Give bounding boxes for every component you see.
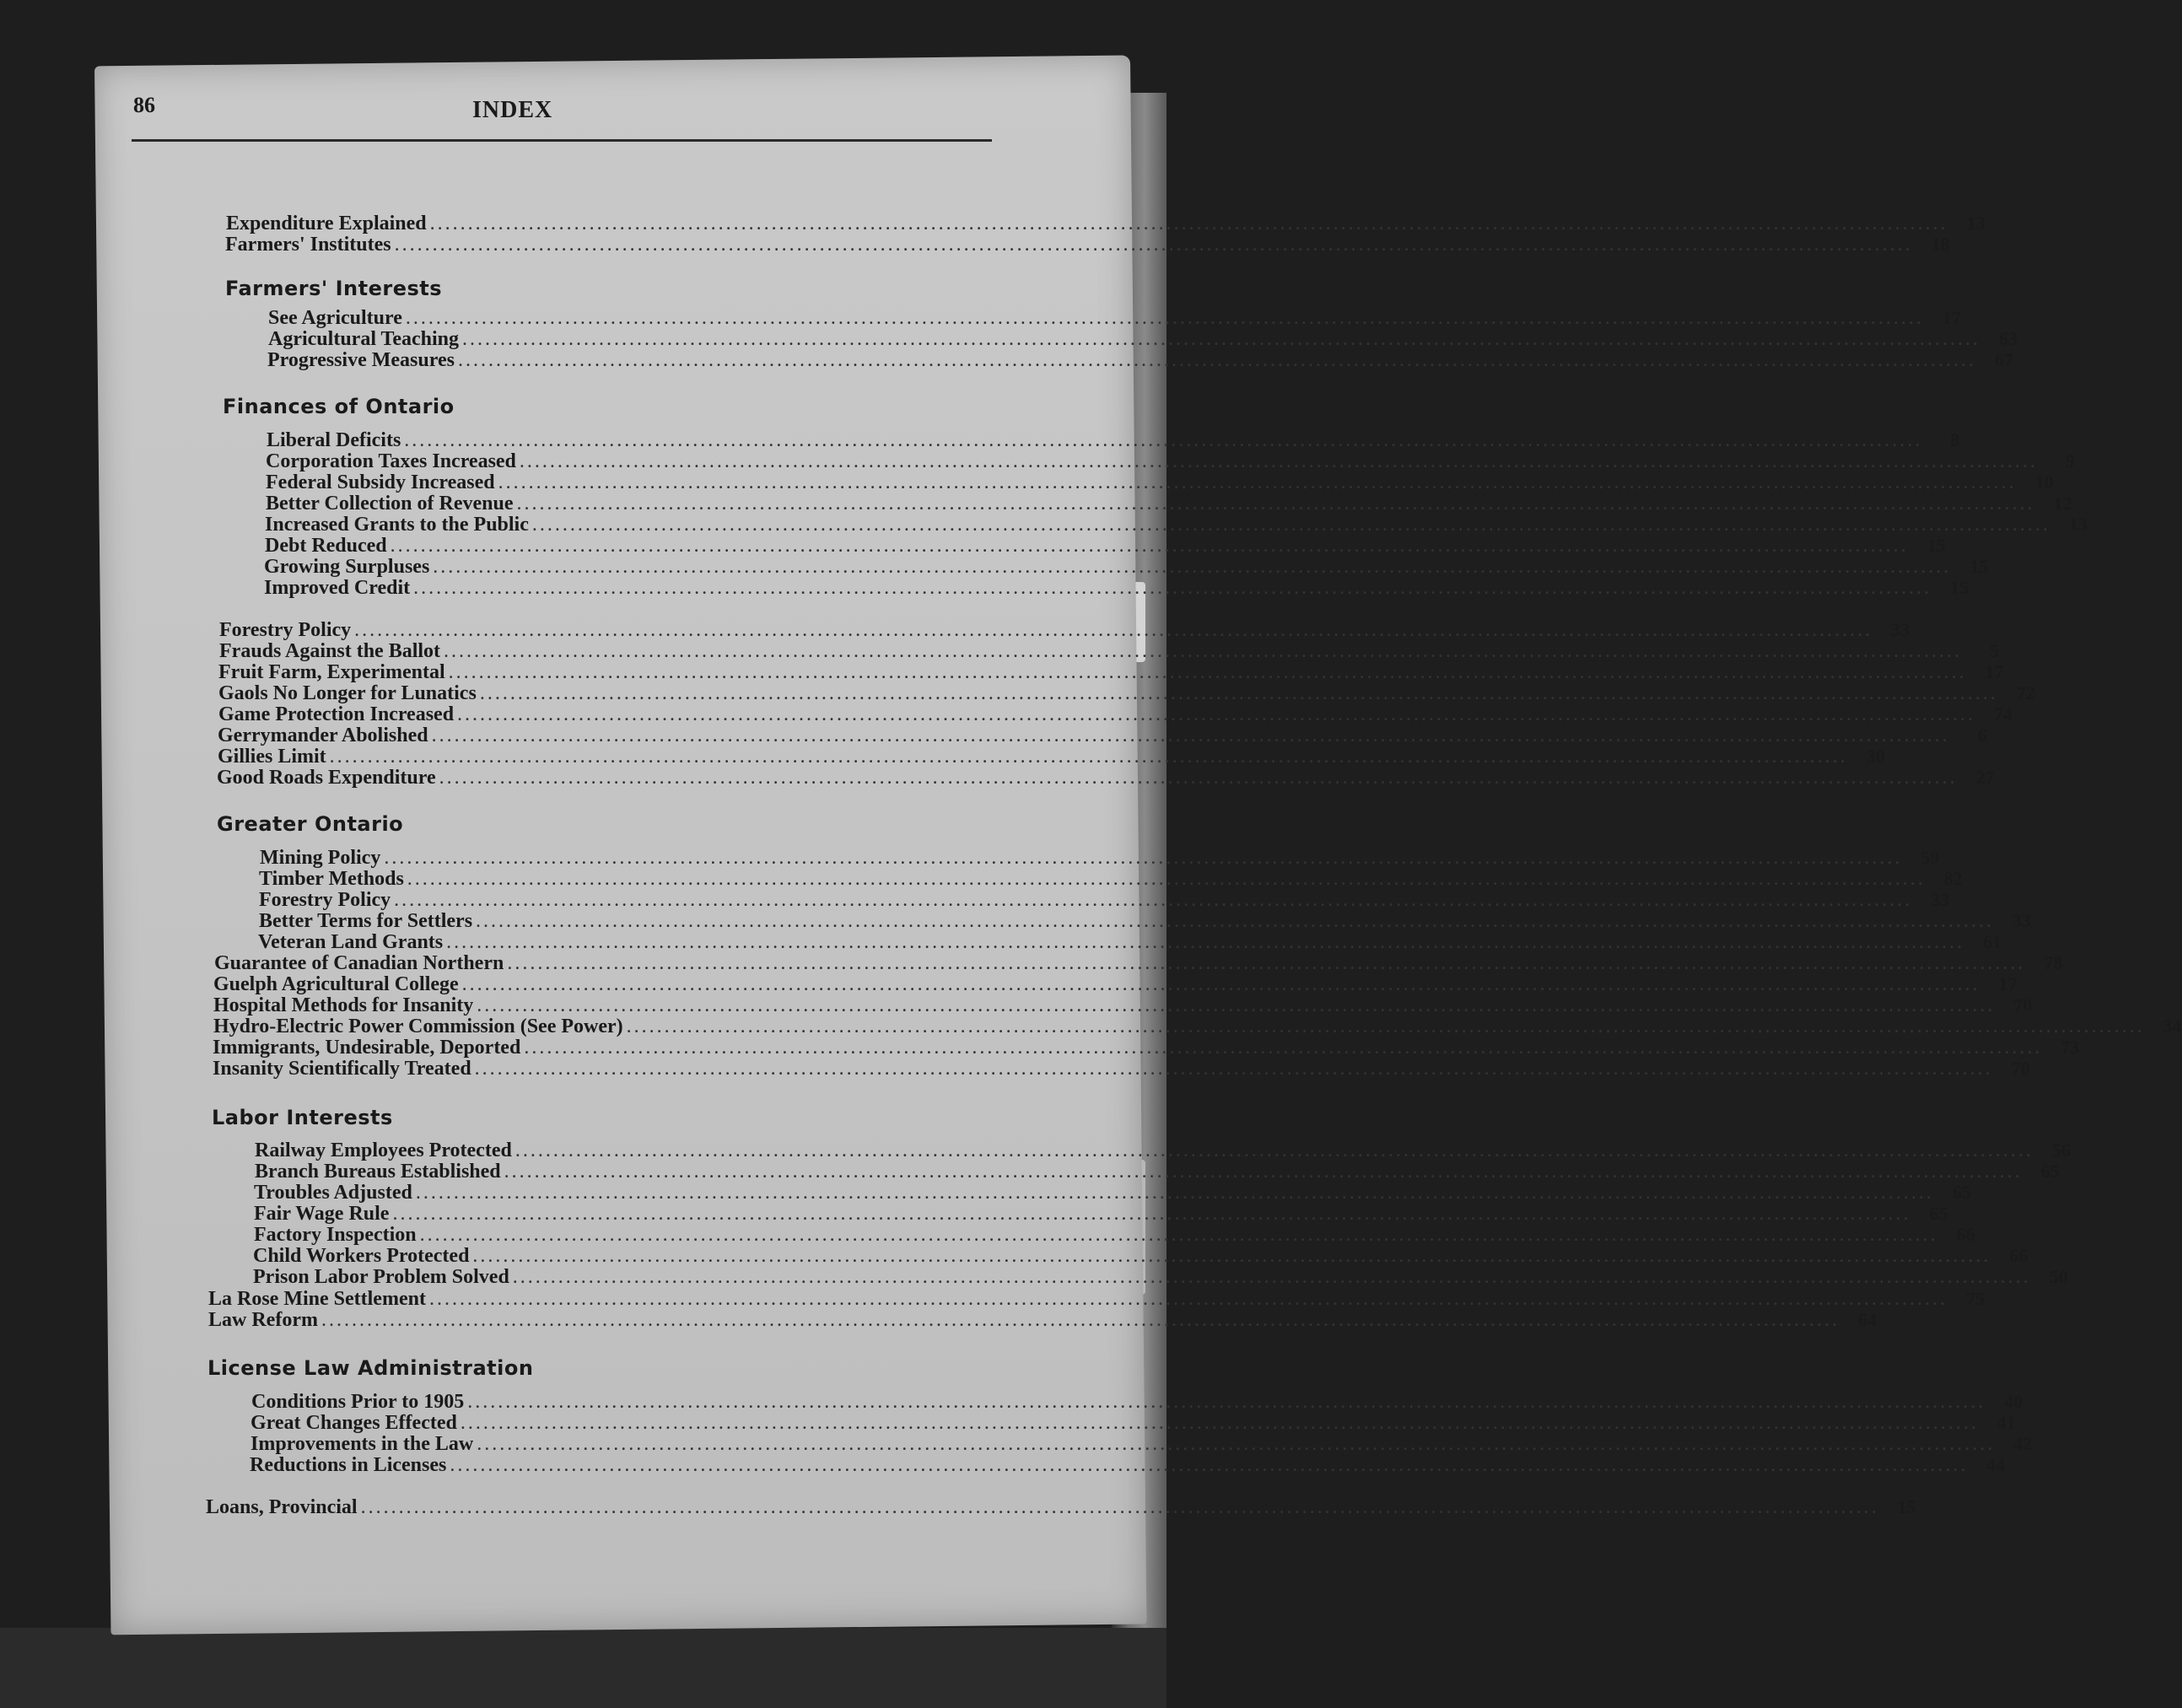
entry-label: Progressive Measures [267,349,455,371]
dot-leader: ........................................................................................................................................................................................................ [498,471,2017,493]
entry-label: Conditions Prior to 1905 [251,1391,465,1413]
dot-leader: ........................................................................................................................................................................................................ [476,910,1995,932]
entry-label: Corporation Taxes Increased [266,450,516,472]
entry-page-number: 15 [1950,577,1969,598]
index-entry [213,1058,2030,1080]
entry-page-number: 41 [1996,1412,2016,1433]
dot-leader: ........................................................................................................................................................................................................ [360,1496,1879,1518]
entry-page-number: 17 [1998,973,2018,994]
section-heading-finances-of-ontario: Finances of Ontario [223,395,455,418]
index-entry [259,868,1963,890]
entry-label: Immigrants, Undesirable, Deported [213,1037,521,1059]
entry-page-number: 61 [1983,931,2002,952]
index-entry [259,910,2032,932]
dot-leader: ........................................................................................................................................................................................................ [461,973,1980,995]
entry-page-number: 74 [1994,703,2013,725]
entry-label: Gaols No Longer for Lunatics [218,682,477,704]
index-entry [225,234,1950,256]
index-entry [264,577,1969,599]
entry-label: Timber Methods [259,868,404,890]
entry-page-number: 78 [2044,952,2063,973]
dot-leader: ........................................................................................................................................................................................................ [444,640,1963,662]
dot-leader: ........................................................................................................................................................................................................ [512,1266,2031,1288]
dot-leader: ........................................................................................................................................................................................................ [413,577,1932,599]
entry-page-number: 50 [2049,1266,2068,1287]
page-number: 86 [133,93,155,117]
index-entry [258,931,2002,953]
entry-page-number: 70 [2011,1058,2030,1079]
index-entry [268,307,1961,329]
dot-leader: ........................................................................................................................................................................................................ [394,889,1913,911]
section-heading-greater-ontario: Greater Ontario [217,812,404,836]
entry-page-number: 66 [2009,1245,2028,1266]
entry-label: Factory Inspection [254,1224,417,1246]
index-entry [268,328,2018,350]
entry-page-number: 17 [1985,661,2004,682]
entry-label: Hydro-Electric Power Commission (See Power) [213,1016,623,1037]
dot-leader: ........................................................................................................................................................................................................ [460,1412,1979,1434]
index-entry [218,682,2035,704]
dot-leader: ........................................................................................................................................................................................................ [626,1016,2145,1037]
entry-page-number: 75 [1965,1288,1985,1309]
index-entry [260,847,1940,869]
dot-leader: ........................................................................................................................................................................................................ [404,429,1923,451]
entry-page-number: 8 [1950,429,1960,450]
entry-label: Veteran Land Grants [258,931,444,953]
entry-label: Loans, Provincial [206,1496,358,1518]
dot-leader: ........................................................................................................................................................................................................ [519,450,2038,472]
dot-leader: ........................................................................................................................................................................................................ [405,307,1924,329]
index-entry [251,1412,2016,1434]
entry-label: Forestry Policy [219,619,352,641]
dot-leader: ........................................................................................................................................................................................................ [457,349,1976,371]
entry-page-number: 27 [1975,767,1995,788]
entry-label: Agricultural Teaching [268,328,460,350]
entry-label: See Agriculture [268,307,402,329]
entry-label: Good Roads Expenditure [217,767,436,789]
index-entry [226,213,1985,234]
entry-page-number: 65 [1929,1203,1948,1224]
page-title: INDEX [472,97,553,123]
entry-page-number: 65 [1952,1182,1971,1203]
section-heading-labor-interests: Labor Interests [212,1106,393,1129]
index-entry [251,1391,2023,1413]
entry-page-number: 30 [1866,746,1885,767]
index-entry [208,1309,1877,1331]
dot-leader: ........................................................................................................................................................................................................ [516,493,2035,515]
entry-label: Guelph Agricultural College [213,973,459,995]
dot-leader: ........................................................................................................................................................................................................ [474,1058,1993,1080]
dot-leader: ........................................................................................................................................................................................................ [507,952,2026,974]
dot-leader: ........................................................................................................................................................................................................ [472,1245,1991,1267]
index-entry [208,1288,1985,1310]
dot-leader: ........................................................................................................................................................................................................ [446,931,1965,953]
dot-leader: ........................................................................................................................................................................................................ [457,703,1976,725]
entry-page-number: 63 [1999,328,2018,349]
dot-leader: ........................................................................................................................................................................................................ [429,213,1948,234]
index-entry [265,535,1946,557]
entry-page-number: 15 [1926,535,1946,556]
dot-leader: ........................................................................................................................................................................................................ [515,1140,2034,1161]
entry-label: Forestry Policy [259,889,391,911]
entry-label: Law Reform [208,1309,318,1331]
entry-label: Fair Wage Rule [254,1203,390,1225]
entry-label: Improved Credit [264,577,411,599]
entry-label: Prison Labor Problem Solved [253,1266,509,1288]
index-entry [218,703,2013,725]
dot-leader: ........................................................................................................................................................................................................ [479,682,1998,704]
entry-page-number: 73 [2061,1037,2080,1058]
index-entry [259,889,1950,911]
entry-label: Game Protection Increased [218,703,455,725]
dot-leader: ........................................................................................................................................................................................................ [428,1288,1948,1310]
entry-label: Better Collection of Revenue [266,493,514,515]
entry-page-number: 64 [1857,1309,1877,1330]
dot-leader: ........................................................................................................................................................................................................ [439,767,1958,789]
dot-leader: ........................................................................................................................................................................................................ [433,556,1952,578]
entry-page-number: 9 [2065,450,2075,471]
dot-leader: ........................................................................................................................................................................................................ [390,535,1909,557]
entry-label: Railway Employees Protected [255,1140,512,1161]
dot-leader: ........................................................................................................................................................................................................ [531,514,2050,536]
dot-leader: ........................................................................................................................................................................................................ [384,847,1903,869]
entry-page-number: 40 [2004,1391,2023,1412]
index-entry [266,471,2054,493]
entry-page-number: 10 [2034,471,2054,493]
entry-label: Farmers' Institutes [225,234,391,256]
index-entry [206,1496,1916,1518]
dot-leader: ........................................................................................................................................................................................................ [450,1454,1969,1476]
dot-leader: ........................................................................................................................................................................................................ [407,868,1926,890]
section-heading-license-law-administration: License Law Administration [207,1356,534,1380]
entry-label: Branch Bureaus Established [255,1161,501,1183]
entry-label: Insanity Scientifically Treated [213,1058,471,1080]
entry-page-number: 18 [1931,234,1950,255]
entry-label: Reductions in Licenses [250,1454,447,1476]
entry-page-number: 33 [1891,619,1910,640]
index-entry [255,1140,2071,1161]
entry-page-number: 34 [2163,1016,2182,1037]
entry-label: Improvements in the Law [251,1433,474,1455]
dot-leader: ........................................................................................................................................................................................................ [504,1161,2023,1183]
entry-label: Child Workers Protected [253,1245,470,1267]
index-entry [213,994,2033,1016]
dot-leader: ........................................................................................................................................................................................................ [394,234,1913,256]
entry-page-number: 44 [1986,1454,2006,1475]
dot-leader: ........................................................................................................................................................................................................ [419,1224,1938,1246]
dot-leader: ........................................................................................................................................................................................................ [467,1391,1986,1413]
index-entry [250,1454,2006,1476]
entry-page-number: 59 [1921,847,1940,868]
entry-page-number: 33 [1931,889,1950,910]
index-entry [267,349,2013,371]
entry-label: Mining Policy [260,847,381,869]
index-entry [253,1266,2068,1288]
entry-label: Expenditure Explained [226,213,427,234]
dot-leader: ........................................................................................................................................................................................................ [462,328,1981,350]
dot-leader: ........................................................................................................................................................................................................ [329,746,1848,768]
dot-leader: ........................................................................................................................................................................................................ [431,725,1950,746]
index-entry [219,640,2000,662]
entry-label: Increased Grants to the Public [265,514,529,536]
entry-label: Better Terms for Settlers [259,910,473,932]
entry-page-number: 42 [2013,1433,2033,1454]
index-entry [254,1224,1975,1246]
entry-page-number: 15 [1969,556,1989,577]
index-entry [254,1203,1948,1225]
dot-leader: ........................................................................................................................................................................................................ [477,994,1996,1016]
dot-leader: ........................................................................................................................................................................................................ [477,1433,1996,1455]
entry-page-number: 65 [2040,1161,2060,1182]
index-entry [218,746,1885,768]
index-entry [214,952,2063,974]
entry-label: Fruit Farm, Experimental [218,661,445,683]
index-entry [219,619,1910,641]
entry-label: Hospital Methods for Insanity [213,994,474,1016]
index-entry [218,725,1987,746]
index-entry [266,450,2075,472]
index-entry [254,1182,1971,1204]
entry-page-number: 33 [2012,910,2032,931]
entry-label: Great Changes Effected [251,1412,457,1434]
entry-page-number: 70 [2013,994,2033,1016]
entry-label: Liberal Deficits [267,429,401,451]
entry-page-number: 6 [1977,725,1987,746]
entry-label: Debt Reduced [265,535,387,557]
header-rule [132,139,992,142]
index-entry [213,1037,2080,1059]
index-entry [251,1433,2033,1455]
dot-leader: ........................................................................................................................................................................................................ [354,619,1873,641]
entry-label: Guarantee of Canadian Northern [214,952,504,974]
entry-page-number: 56 [2051,1140,2071,1161]
entry-label: La Rose Mine Settlement [208,1288,426,1310]
entry-page-number: 13 [1966,213,1985,234]
entry-label: Federal Subsidy Increased [266,471,495,493]
dot-leader: ........................................................................................................................................................................................................ [392,1203,1911,1225]
index-entry [218,661,2004,683]
entry-page-number: 12 [2053,493,2072,514]
entry-page-number: 72 [2016,682,2035,703]
section-heading-farmers-interests: Farmers' Interests [225,277,443,300]
dot-leader: ........................................................................................................................................................................................................ [448,661,1967,683]
index-entry [217,767,1995,789]
index-entry [213,1016,2182,1037]
index-entry [253,1245,2028,1267]
index-entry [213,973,2018,995]
entry-label: Frauds Against the Ballot [219,640,441,662]
entry-page-number: 67 [1994,349,2013,370]
dot-leader: ........................................................................................................................................................................................................ [321,1309,1840,1331]
index-entry [267,429,1960,451]
index-entry [255,1161,2060,1183]
entry-label: Troubles Adjusted [254,1182,412,1204]
index-entry [264,556,1989,578]
index-entry [266,493,2072,515]
entry-page-number: 5 [1990,640,2000,661]
entry-page-number: 13 [2068,514,2088,535]
entry-label: Gerrymander Abolished [218,725,428,746]
entry-page-number: 15 [1897,1496,1916,1517]
entry-page-number: 66 [1956,1224,1975,1245]
entry-page-number: 82 [1943,868,1963,889]
index-entry [265,514,2088,536]
entry-label: Gillies Limit [218,746,326,768]
entry-label: Growing Surpluses [264,556,430,578]
dot-leader: ........................................................................................................................................................................................................ [524,1037,2043,1059]
entry-page-number: 17 [1942,307,1961,328]
dot-leader: ........................................................................................................................................................................................................ [415,1182,1934,1204]
